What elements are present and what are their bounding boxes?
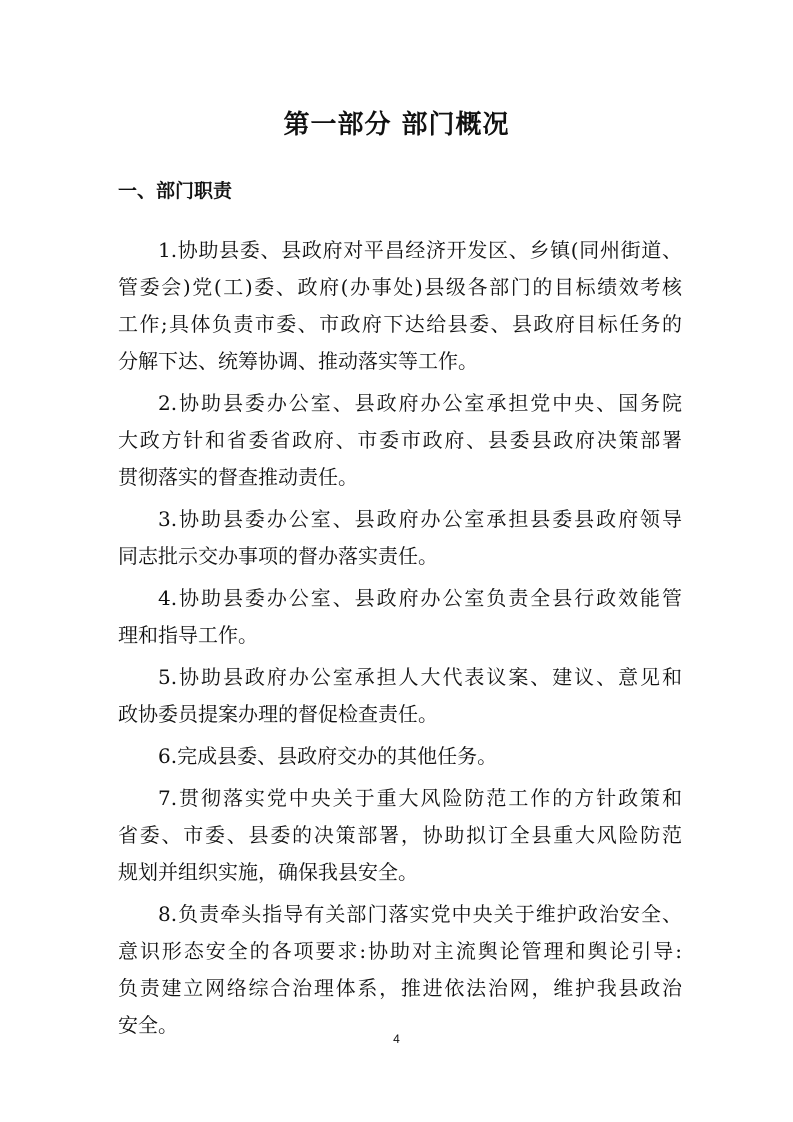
paragraph-line: 大政方针和省委省政府、市委市政府、县委县政府决策部署 [118,428,682,452]
paragraph-line: 管委会)党(工)委、政府(办事处)县级各部门的目标绩效考核 [118,275,682,299]
paragraph [118,738,682,775]
paragraph [118,501,682,575]
paragraph-line: 3.协助县委办公室、县政府办公室承担县委县政府领导 [158,507,682,531]
paragraph [118,896,682,1044]
document-body [118,232,682,1049]
paragraph-line: 4.协助县委办公室、县政府办公室负责全县行政效能管 [158,586,682,610]
paragraph-line: 7.贯彻落实党中央关于重大风险防范工作的方针政策和 [158,786,682,810]
paragraph-line: 同志批示交办事项的督办落实责任。 [118,544,438,568]
paragraph-line: 规划并组织实施，确保我县安全。 [118,860,418,884]
paragraph-line: 分解下达、统筹协调、推动落实等工作。 [118,349,478,373]
paragraph [118,385,682,496]
paragraph [118,232,682,380]
paragraph-line: 6.完成县委、县政府交办的其他任务。 [158,744,498,768]
paragraph-line: 政协委员提案办理的督促检查责任。 [118,702,438,726]
page-number: 4 [393,1032,400,1046]
paragraph-line: 安全。 [118,1013,178,1037]
paragraph-line: 1.协助县委、县政府对平昌经济开发区、乡镇(同州街道、 [158,238,682,262]
paragraph-line: 意识形态安全的各项要求:协助对主流舆论管理和舆论引导: [118,939,682,963]
paragraph [118,659,682,733]
paragraph-line: 工作;具体负责市委、市政府下达给县委、县政府目标任务的 [118,312,682,336]
section-heading: 一、部门职责 [118,180,233,202]
paragraph-line: 理和指导工作。 [118,623,258,647]
paragraph-line: 8.负责牵头指导有关部门落实党中央关于维护政治安全、 [158,902,682,926]
page-title: 第一部分 部门概况 [283,110,510,140]
paragraph-line: 负责建立网络综合治理体系，推进依法治网，维护我县政治 [118,976,682,1000]
paragraph [118,780,682,891]
paragraph-line: 省委、市委、县委的决策部署，协助拟订全县重大风险防范 [118,823,682,847]
paragraph [118,580,682,654]
paragraph-line: 2.协助县委办公室、县政府办公室承担党中央、国务院 [158,391,682,415]
paragraph-line: 贯彻落实的督查推动责任。 [118,465,358,489]
paragraph-line: 5.协助县政府办公室承担人大代表议案、建议、意见和 [158,665,682,689]
